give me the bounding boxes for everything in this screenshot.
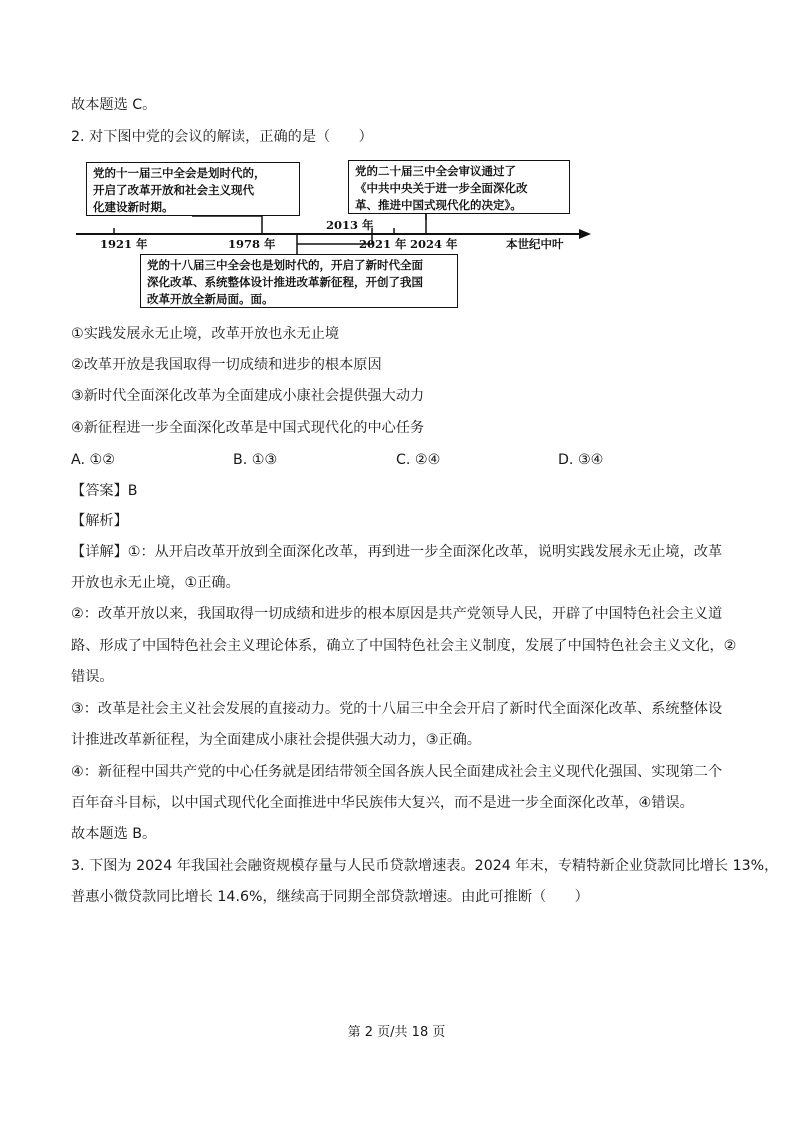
detail-2c: 错误。 <box>71 669 114 685</box>
detail-3b: 计推进改革新征程，为全面建成小康社会提供强大动力，③正确。 <box>71 732 481 748</box>
timeline-figure <box>74 158 594 308</box>
year-2024: 2024 年 <box>410 237 458 251</box>
statement-1: ①实践发展永无止境，改革开放也永无止境 <box>71 326 340 342</box>
question-3b: 普惠小微贷款同比增长 14.6%，继续高于同期全部贷款增速。由此可推断（ ） <box>71 889 589 905</box>
option-a: A. ①② <box>71 452 115 468</box>
detail-4a: ④：新征程中国共产党的中心任务就是团结带领全国各族人民全面建成社会主义现代化强国、实现第二个 <box>71 764 723 780</box>
detail-1b: 开放也永无止境，①正确。 <box>71 575 240 591</box>
statement-3: ③新时代全面深化改革为全面建成小康社会提供强大动力 <box>71 388 425 404</box>
analysis-heading: 【解析】 <box>71 513 128 529</box>
detail-3a: ③：改革是社会主义社会发展的直接动力。党的十八届三中全会开启了新时代全面深化改革、系统整体设 <box>71 701 723 717</box>
conclusion-line: 故本题选 C。 <box>71 97 157 113</box>
page-footer: 第 2 页/共 18 页 <box>347 1025 446 1040</box>
statement-2: ②改革开放是我国取得一切成绩和进步的根本原因 <box>71 357 382 373</box>
year-1978: 1978 年 <box>228 237 276 251</box>
detail-1a: 【详解】①：从开启改革开放到全面深化改革，再到进一步全面深化改革，说明实践发展永无止境，改革 <box>71 544 723 560</box>
question-2: 2. 对下图中党的会议的解读，正确的是（ ） <box>71 129 373 145</box>
detail-4b: 百年奋斗目标，以中国式现代化全面推进中华民族伟大复兴，而不是进一步全面深化改革，④错误。 <box>71 795 694 811</box>
option-b: B. ①③ <box>233 452 278 468</box>
year-mid-century: 本世纪中叶 <box>506 237 564 251</box>
year-2013: 2013 年 <box>326 218 374 232</box>
box-2013: 党的十八届三中全会也是划时代的，开启了新时代全面 深化改革、系统整体设计推进改革新征程，开创了我国 改革开放全新局面。面。 <box>140 254 458 308</box>
option-c: C. ②④ <box>396 452 441 468</box>
year-2021: 2021 年 <box>359 237 407 251</box>
detail-2b: 路、形成了中国特色社会主义理论体系，确立了中国特色社会主义制度，发展了中国特色社会主义文化，② <box>71 638 737 654</box>
detail-2a: ②：改革开放以来，我国取得一切成绩和进步的根本原因是共产党领导人民，开辟了中国特色社会主义道 <box>71 606 723 622</box>
conclusion-line-2: 故本题选 B。 <box>71 826 157 842</box>
question-3a: 3. 下图为 2024 年我国社会融资规模存量与人民币贷款增速表。2024 年末，专精特新企业贷款同比增长 13%， <box>71 858 779 874</box>
year-1921: 1921 年 <box>100 237 148 251</box>
box-1978: 党的十一届三中全会是划时代的， 开启了改革开放和社会主义现代 化建设新时期。 <box>86 162 300 216</box>
answer-line: 【答案】B <box>71 483 138 499</box>
timeline-arrow-icon <box>579 229 591 239</box>
option-d: D. ③④ <box>558 452 604 468</box>
statement-4: ④新征程进一步全面深化改革是中国式现代化的中心任务 <box>71 420 425 436</box>
box-2024: 党的二十届三中全会审议通过了 《中共中央关于进一步全面深化改 革、推进中国式现代化的决定》。 <box>348 160 570 214</box>
